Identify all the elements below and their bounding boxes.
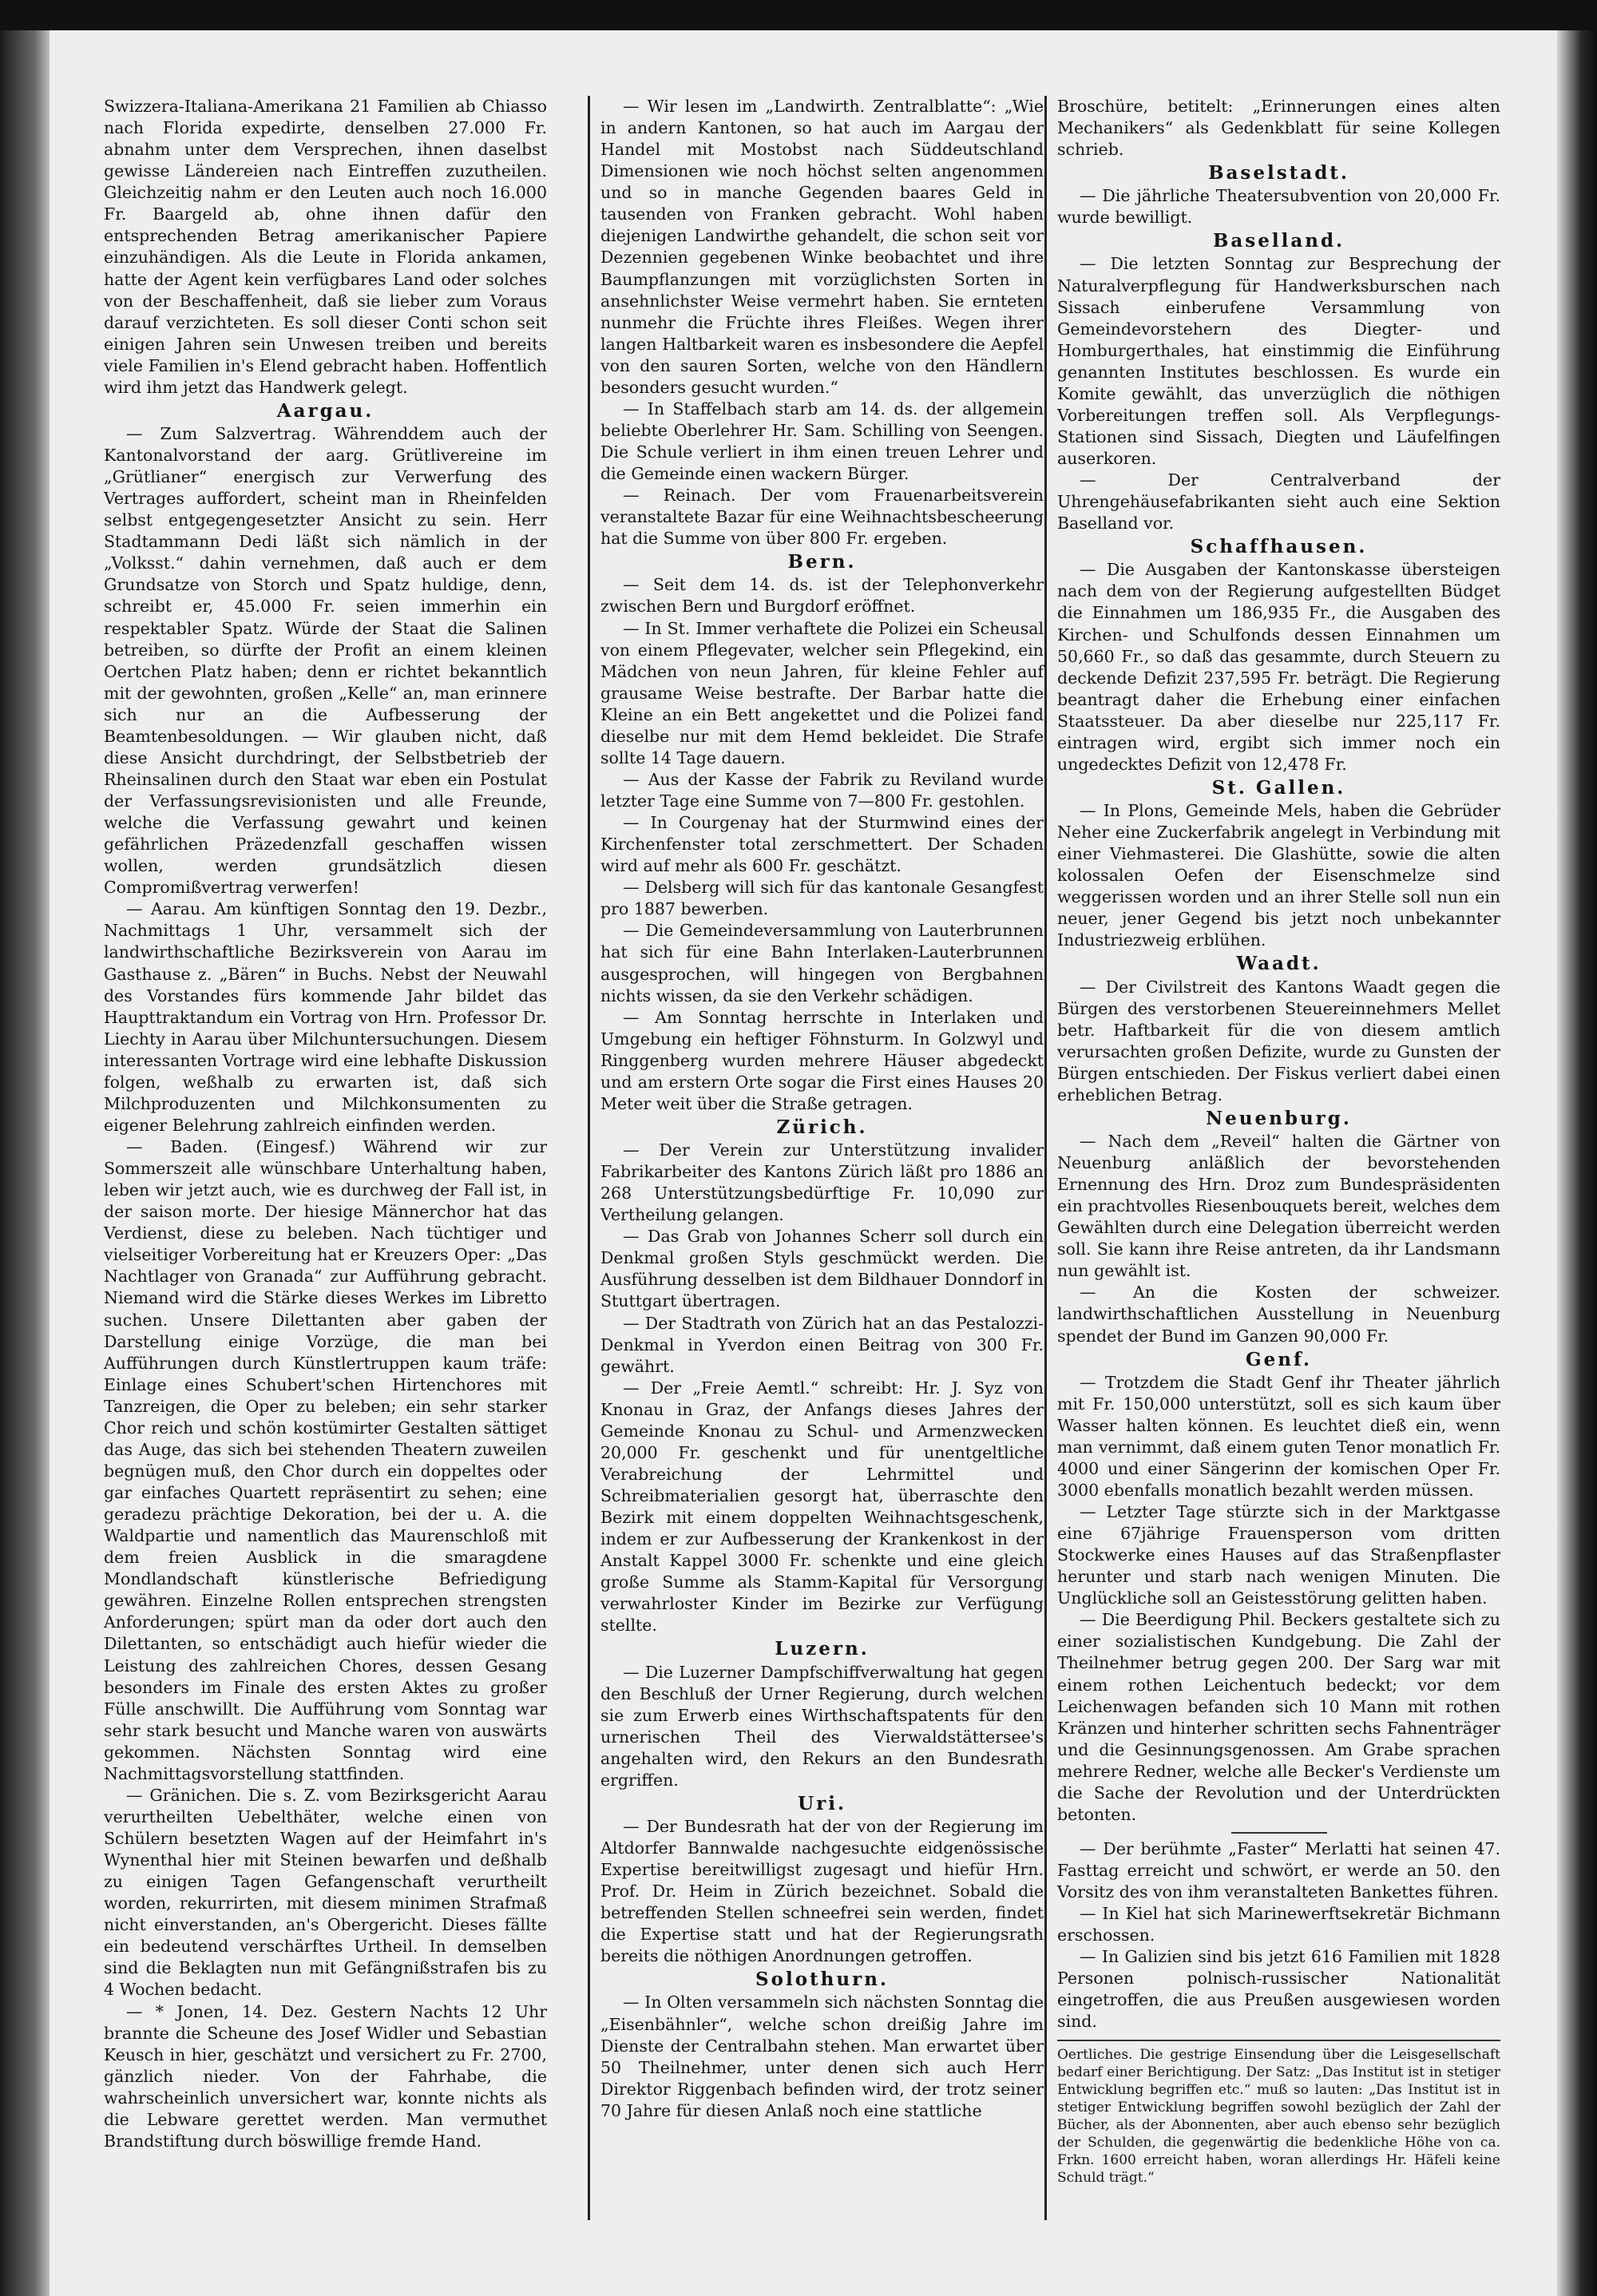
- article-paragraph: Swizzera-Italiana-Amerikana 21 Familien ab Chiasso nach Florida expedirte, denselben 27.000 Fr. abnahm unter dem Versprechen, ihnen daselbst gewisse Ländereien nach Eintreffen zuzutheilen. Gleichzeitig nahm er den Leuten auch noch 16.000 Fr. Baargeld ab, ohne ihnen dafür den entsprechenden Betrag amerikanischer Papiere einzuhändigen. Als die Leute in Florida ankamen, hatte der Agent kein verfügbares Land oder solches von der Beschaffenheit, daß sie lieber zum Voraus darauf verzichteten. Es soll dieser Conti schon seit einigen Jahren sein Unwesen treiben und bereits viele Familien in's Elend gebracht haben. Hoffentlich wird ihm jetzt das Handwerk gelegt.: [104, 97, 547, 397]
- article-paragraph: — Die letzten Sonntag zur Besprechung der Naturalverpflegung für Handwerksburschen nach Sissach einberufene Versammlung von Gemeindevorstehern des Diegter- und Homburgerthales, hat einstimmig die Einführung genannten Institutes beschlossen. Es wurde ein Komite gewählt, das unverzüglich die nöthigen Vorbereitungen treffen soll. Als Verpflegungs-Stationen sind Sissach, Diegten und Läufelfingen auserkoren.: [1057, 254, 1500, 468]
- article-paragraph: — Letzter Tage stürzte sich in der Marktgasse eine 67jährige Frauensperson vom dritten Stockwerke eines Hauses auf das Straßenpflaster herunter und starb nach wenigen Minuten. Die Unglückliche soll an Geistesstörung gelitten haben.: [1057, 1502, 1500, 1608]
- article-paragraph: — Delsberg will sich für das kantonale Gesangfest pro 1887 bewerben.: [600, 878, 1044, 919]
- article-column-1: [104, 96, 547, 2152]
- article-paragraph: Broschüre, betitelt: „Erinnerungen eines alten Mechanikers“ als Gedenkblatt für seine Kollegen schrieb.: [1057, 97, 1500, 160]
- article-paragraph: — In Kiel hat sich Marinewerftsekretär Bichmann erschossen.: [1057, 1904, 1500, 1945]
- article-paragraph: — Reinach. Der vom Frauenarbeitsverein veranstaltete Bazar für eine Weihnachtsbescheerung hat die Summe von über 800 Fr. ergeben.: [600, 486, 1044, 549]
- article-paragraph: — Der Stadtrath von Zürich hat an das Pestalozzi-Denkmal in Yverdon einen Beitrag von 300 Fr. gewährt.: [600, 1313, 1044, 1376]
- article-paragraph: — Die Ausgaben der Kantonskasse übersteigen nach dem von der Regierung aufgestellten Büdget die Einnahmen um 186,935 Fr., die Ausgaben des Kirchen- und Schulfonds dessen Einnahmen um 50,660 Fr., so daß das gesammte, durch Steuern zu deckende Defizit 237,595 Fr. beträgt. Die Regierung beantragt daher die Erhebung einer einfachen Staatssteuer. Da aber dieselbe nur 225,117 Fr. eintragen wird, ergibt sich immer noch ein ungedecktes Defizit von 12,478 Fr.: [1057, 560, 1500, 774]
- article-paragraph: — In St. Immer verhaftete die Polizei ein Scheusal von einem Pflegevater, welcher sein Pflegekind, ein Mädchen von neun Jahren, für kleine Fehler auf grausame Weise bestrafte. Der Barbar hatte die Kleine an ein Bett angekettet und die Polizei fand dieselbe nur mit dem Hemd bekleidet. Die Strafe sollte 14 Tage dauern.: [600, 618, 1044, 767]
- section-heading: Uri.: [798, 1792, 846, 1814]
- section-heading: Luzern.: [775, 1638, 870, 1660]
- article-paragraph: — Die jährliche Theatersubvention von 20,000 Fr. wurde bewilligt.: [1057, 186, 1500, 228]
- section-heading: Baselland.: [1212, 230, 1345, 252]
- section-heading: Schaffhausen.: [1190, 536, 1368, 558]
- article-paragraph: — Der Civilstreit des Kantons Waadt gegen die Bürgen des verstorbenen Steuereinnehmers Mellet betr. Haftbarkeit für die von diesem amtlich verursachten großen Defizite, wurde zu Gunsten der Bürgen entschieden. Der Fiskus verliert dabei einen erheblichen Betrag.: [1057, 977, 1500, 1104]
- section-heading: Genf.: [1245, 1348, 1313, 1370]
- article-paragraph: — Aarau. Am künftigen Sonntag den 19. Dezbr., Nachmittags 1 Uhr, versammelt sich der landwirthschaftliche Bezirksverein von Aarau im Gasthause z. „Bären“ in Buchs. Nebst der Neuwahl des Vorstandes fürs kommende Jahr bildet das Haupttraktandum ein Vortrag von Hrn. Professor Dr. Liechty in Aarau über Milchuntersuchungen. Diesem interessanten Vortrage wird eine lebhafte Diskussion folgen, weßhalb zu erwarten ist, daß sich Milchproduzenten und Milchkonsumenten zu eigener Belehrung zahlreich einfinden werden.: [104, 899, 547, 1135]
- article-paragraph: — Die Gemeindeversammlung von Lauterbrunnen hat sich für eine Bahn Interlaken-Lauterbrunnen ausgesprochen, will hingegen von Bergbahnen nichts wissen, da sie den Verkehr schädigen.: [600, 921, 1044, 1005]
- article-paragraph: — In Staffelbach starb am 14. ds. der allgemein beliebte Oberlehrer Hr. Sam. Schilling von Seengen. Die Schule verliert in ihm einen treuen Lehrer und die Gemeinde einen wackern Bürger.: [600, 399, 1044, 484]
- section-heading: Neuenburg.: [1206, 1107, 1352, 1129]
- section-heading: Solothurn.: [755, 1969, 889, 1991]
- article-paragraph: — In Olten versammeln sich nächsten Sonntag die „Eisenbähnler“, welche schon dreißig Jahre im Dienste der Centralbahn stehen. Man erwartet über 50 Theilnehmer, unter denen sich auch Herr Direktor Riggenbach befinden wird, der trotz seiner 70 Jahre für diesen Anlaß noch eine stattliche: [600, 1993, 1044, 2120]
- article-column-3: [1057, 96, 1500, 2187]
- article-paragraph: — Seit dem 14. ds. ist der Telephonverkehr zwischen Bern und Burgdorf eröffnet.: [600, 575, 1044, 617]
- article-paragraph: — Nach dem „Reveil“ halten die Gärtner von Neuenburg anläßlich der bevorstehenden Ernennung des Hrn. Droz zum Bundespräsidenten ein prachtvolles Riesenbouquets bereit, welches dem Gewählten durch eine Delegation überreicht werden soll. Sie kann ihre Reise antreten, da ihr Landsmann nun gewählt ist.: [1057, 1131, 1500, 1281]
- article-paragraph: — Am Sonntag herrschte in Interlaken und Umgebung ein heftiger Föhnsturm. In Golzwyl und Ringgenberg wurden mehrere Häuser abgedeckt und am erstern Orte sogar die First eines Hauses 20 Meter weit über die Straße getragen.: [600, 1007, 1044, 1113]
- article-paragraph: — In Plons, Gemeinde Mels, haben die Gebrüder Neher eine Zuckerfabrik angelegt in Verbindung mit einer Viehmasterei. Die Glashütte, sowie die alten kolossalen Oefen der Eisenschmelze sind weggerissen worden und an ihrer Stelle soll nun ein neuer, jener Gegend bis jetzt noch unbekannter Industriezweig erblühen.: [1057, 801, 1500, 950]
- article-paragraph: — Der Verein zur Unterstützung invalider Fabrikarbeiter des Kantons Zürich läßt pro 1886 an 268 Unterstützungsbedürftige Fr. 10,090 zur Vertheilung gelangen.: [600, 1140, 1044, 1225]
- article-paragraph: — Der berühmte „Faster“ Merlatti hat seinen 47. Fasttag erreicht und schwört, er werde an 50. den Vorsitz des von ihm veranstalteten Bankettes führen.: [1057, 1838, 1500, 1902]
- article-paragraph: — Der Centralverband der Uhrengehäusefabrikanten sieht auch eine Sektion Baselland vor.: [1057, 470, 1500, 533]
- article-paragraph: — Aus der Kasse der Fabrik zu Reviland wurde letzter Tage eine Summe von 7—800 Fr. gestohlen.: [600, 769, 1044, 811]
- scan-left-edge: [0, 30, 50, 2296]
- section-heading: Aargau.: [276, 399, 374, 422]
- article-paragraph: — Wir lesen im „Landwirth. Zentralblatte“: „Wie in andern Kantonen, so hat auch im Aargau der Handel mit Mostobst nach Süddeutschland Dimensionen wie noch höchst selten angenommen und so in manche Gegenden baares Geld in tausenden von Franken gebracht. Wohl haben diejenigen Landwirthe gehandelt, die schon seit vor Dezennien gegebenen Winke beobachtet und ihre Baumpflanzungen mit vorzüglichsten Sorten in ansehnlichster Weise vermehrt haben. Sie ernteten nunmehr die Früchte ihres Fleißes. Wegen ihrer langen Haltbarkeit waren es insbesondere die Aepfel von den sauren Sorten, welche von den Händlern besonders gesucht wurden.“: [600, 97, 1044, 397]
- section-heading: Bern.: [787, 551, 857, 573]
- column-rule-1: [588, 96, 590, 2220]
- section-heading: Waadt.: [1236, 953, 1322, 975]
- article-paragraph: — Die Luzerner Dampfschiffverwaltung hat gegen den Beschluß der Urner Regierung, durch welchen sie zum Erwerb eines Wirthschaftspatents für den urnerischen Theil des Vierwaldstättersee's angehalten wird, den Rekurs an den Bundesrath ergriffen.: [600, 1662, 1044, 1790]
- article-paragraph: — In Courgenay hat der Sturmwind eines der Kirchenfenster total zerschmettert. Der Schaden wird auf mehr als 600 Fr. geschätzt.: [600, 813, 1044, 876]
- article-paragraph: — Trotzdem die Stadt Genf ihr Theater jährlich mit Fr. 150,000 unterstützt, soll es sich kaum über Wasser halten können. Es leuchtet dieß ein, wenn man vernimmt, daß einem guten Tenor monatlich Fr. 4000 und einer Sängerinn der komischen Oper Fr. 3000 ebenfalls monatlich bezahlt werden müssen.: [1057, 1372, 1500, 1500]
- article-paragraph: — Zum Salzvertrag. Währenddem auch der Kantonalvorstand der aarg. Grütlivereine im „Grütlianer“ energisch zur Verwerfung des Vertrages auffordert, scheint man in Rheinfelden selbst entgegengesetzter Ansicht zu sein. Herr Stadtammann Dedi läßt sich nämlich in der „Volksst.“ dahin vernehmen, daß auch er dem Grundsatze von Storch und Spatz huldige, denn, schreibt er, 45.000 Fr. seien immerhin ein respektabler Spatz. Würde der Staat die Salinen betreiben, so dürfte der Profit an einem kleinen Oertchen Platz haben; denn er richtet bekanntlich mit der gewohnten, großen „Kelle“ an, man erinnere sich nur an die Aufbesserung der Beamtenbesoldungen. — Wir glauben nicht, daß diese Ansicht durchdringt, der Selbstbetrieb der Rheinsalinen durch den Staat war eben ein Postulat der Verfassungsrevisionisten und alle Freunde, welche die Verfassung gewahrt und keinen gefährlichen Präzedenzfall geschaffen wissen wollen, werden grundsätzlich diesen Compromißvertrag verwerfen!: [104, 423, 547, 898]
- scan-right-edge: [1557, 30, 1597, 2296]
- section-heading: St. Gallen.: [1211, 776, 1346, 799]
- column-rule-2: [1044, 96, 1047, 2220]
- article-paragraph: — Die Beerdigung Phil. Beckers gestaltete sich zu einer sozialistischen Kundgebung. Die Zahl der Theilnehmer betrug gegen 200. Der Sarg war mit einem rothen Leichentuch bedeckt; vor dem Leichenwagen befanden sich 10 Mann mit rothen Kränzen und hinterher schritten sechs Fahnenträger und die Gesinnungsgenossen. Am Grabe sprachen mehrere Redner, welche alle Becker's Verdienste um die Sache der Revolution und der Unterdrückten betonten.: [1057, 1610, 1500, 1824]
- article-paragraph: — Baden. (Eingesf.) Während wir zur Sommerszeit alle wünschbare Unterhaltung haben, leben wir jetzt auch, wie es durchweg der Fall ist, in der saison morte. Der hiesige Männerchor hat das Verdienst, diese zu beleben. Nach tüchtiger und vielseitiger Vorbereitung hat er Kreuzers Oper: „Das Nachtlager von Granada“ zur Aufführung gebracht. Niemand wird die Stärke dieses Werkes im Libretto suchen. Unsere Dilettanten aber gaben der Darstellung einige Vorzüge, die man bei Aufführungen durch Künstlertruppen kaum träfe: Einlage eines Schubert'schen Hirtenchores mit Tanzreigen, die Oper zu beleben; ein sehr starker Chor reich und schön kostümirter Gestalten sättiget das Auge, das sich bei stehenden Theatern zuweilen begnügen muß, den Chor durch ein doppeltes oder gar einfaches Quartett repräsentirt zu sehen; eine geradezu prächtige Dekoration, bei der u. A. die Waldpartie und namentlich das Maurenschloß mit dem freien Ausblick in die smaragdene Mondlandschaft künstlerische Befriedigung gewähren. Einzelne Rollen entsprechen strengsten Anforderungen; spürt man da oder dort auch den Dilettanten, so entschädigt auch hiefür wieder die Leistung des zahlreichen Chores, dessen Gesang besonders im Finale des ersten Aktes zu großer Fülle anschwillt. Die Aufführung vom Sonntag war sehr stark besucht und Manche waren von auswärts gekommen. Nächsten Sonntag wird eine Nachmittagsvorstellung stattfinden.: [104, 1137, 547, 1783]
- article-column-2: [600, 96, 1044, 2122]
- article-paragraph: — In Galizien sind bis jetzt 616 Familien mit 1828 Personen polnisch-russischer Nationalität eingetroffen, die aus Preußen ausgewiesen worden sind.: [1057, 1947, 1500, 2032]
- section-divider: [1231, 1832, 1327, 1834]
- article-paragraph: — Der „Freie Aemtl.“ schreibt: Hr. J. Syz von Knonau in Graz, der Anfangs dieses Jahres der Gemeinde Knonau zu Schul- und Armenzwecken 20,000 Fr. geschenkt und für unentgeltliche Verabreichung der Lehrmittel und Schreibmaterialien gesorgt hat, überraschte den Bezirk mit einem doppelten Weihnachtsgeschenk, indem er zur Aufbesserung der Krankenkost in der Anstalt Kappel 3000 Fr. schenkte und eine gleich große Summe als Stamm-Kapital für Versorgung verwahrloster Kinder im Bezirke zur Verfügung stellte.: [600, 1378, 1044, 1636]
- local-notice: Oertliches. Die gestrige Einsendung über die Leisgesellschaft bedarf einer Berichtigung. Der Satz: „Das Institut ist in stetiger Entwicklung begriffen etc.“ muß so lauten: „Das Institut ist in stetiger Entwicklung begriffen sowohl bezüglich der Zahl der Bücher, als der Abonnenten, aber auch ebenso sehr bezüglich der Schulden, die gegenwärtig die bedenkliche Höhe von ca. Frkn. 1600 erreicht haben, woran allerdings Hr. Häfeli keine Schuld trägt.“: [1057, 2040, 1500, 2187]
- article-paragraph: — * Jonen, 14. Dez. Gestern Nachts 12 Uhr brannte die Scheune des Josef Widler und Sebastian Keusch in hier, geschätzt und versichert zu Fr. 2700, gänzlich nieder. Von der Fahrhabe, die wahrscheinlich unversichert war, konnte nichts als die Lebware gerettet werden. Man vermuthet Brandstiftung durch böswillige fremde Hand.: [104, 2001, 547, 2151]
- article-paragraph: — Der Bundesrath hat der von der Regierung im Altdorfer Bannwalde nachgesuchte eidgenössische Expertise bereitwilligst zugesagt und hiefür Hrn. Prof. Dr. Heim in Zürich bezeichnet. Sobald die betreffenden Stellen schneefrei sein werden, findet die Expertise statt und hat der Regierungsrath bereits die nöthigen Anordnungen getroffen.: [600, 1816, 1044, 1966]
- article-paragraph: — Das Grab von Johannes Scherr soll durch ein Denkmal großen Styls geschmückt werden. Die Ausführung desselben ist dem Bildhauer Donndorf in Stuttgart übertragen.: [600, 1227, 1044, 1311]
- article-paragraph: — Gränichen. Die s. Z. vom Bezirksgericht Aarau verurtheilten Uebelthäter, welche einen von Schülern besetzten Wagen auf der Heimfahrt in's Wynenthal hier mit Steinen bewarfen und deßhalb zu einigen Tagen Gefangenschaft verurtheilt worden, rekurrirten, mit diesem minimen Strafmaß nicht einverstanden, an's Obergericht. Dieses fällte ein bedeutend verschärftes Urtheil. In demselben sind die Beklagten nun mit Gefängnißstrafen bis zu 4 Wochen bedacht.: [104, 1785, 547, 2000]
- section-heading: Zürich.: [776, 1116, 868, 1138]
- section-heading: Baselstadt.: [1208, 162, 1349, 184]
- article-paragraph: — An die Kosten der schweizer. landwirthschaftlichen Ausstellung in Neuenburg spendet der Bund im Ganzen 90,000 Fr.: [1057, 1283, 1500, 1346]
- scan-top-border: [0, 0, 1597, 30]
